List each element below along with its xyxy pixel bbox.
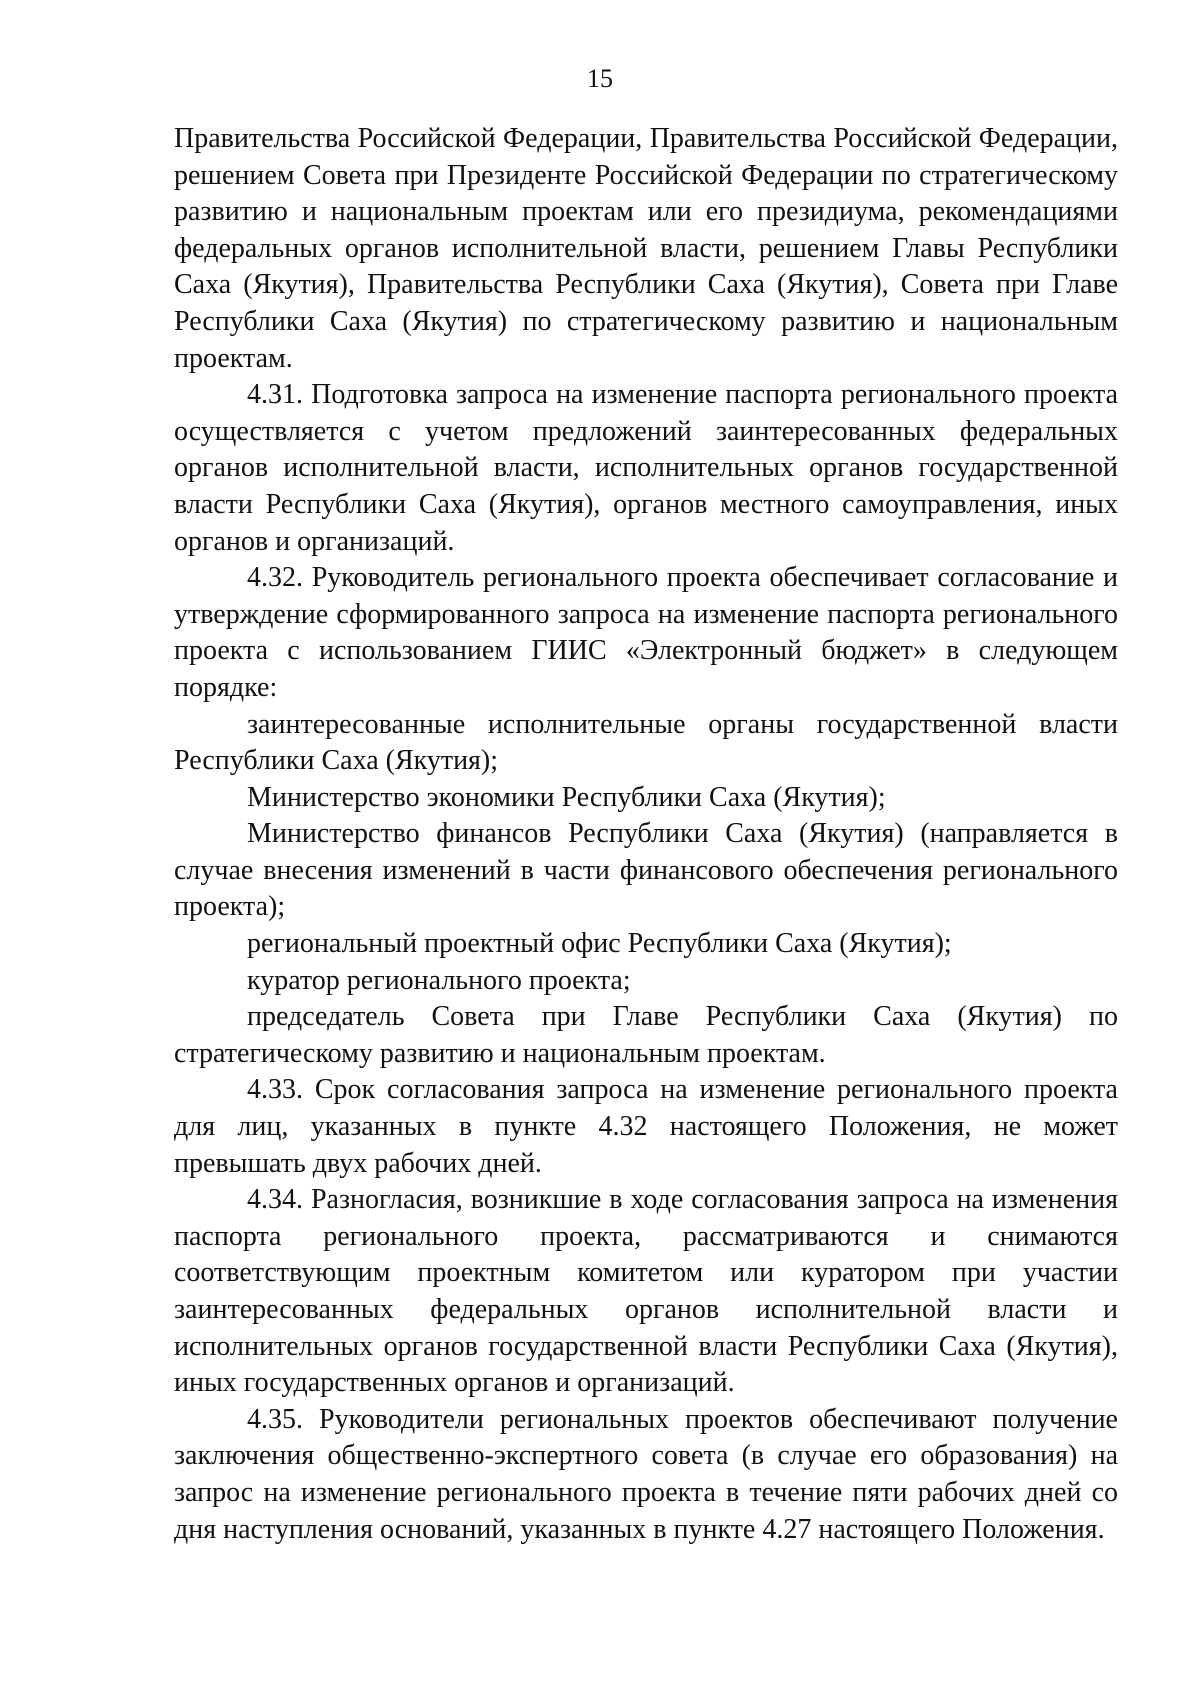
paragraph-4-33: 4.33. Срок согласования запроса на изменение регионального проекта для лиц, указанных в пункте 4.32 настоящего Положения, не может превышать двух рабочих дней. [174,1074,1118,1179]
paragraph-continuation: Правительства Российской Федерации, Правительства Российской Федерации, решением Совета при Президенте Российской Федерации по стратегическому развитию и национальным проектам или его президиума, рекомендациями федеральных органов исполнительной власти, решением Главы Республики Саха (Якутия), Правительства Республики Саха (Якутия), Совета при Главе Республики Саха (Якутия) по стратегическому развитию и национальным проектам. [174,123,1118,374]
paragraph-4-34: 4.34. Разногласия, возникшие в ходе согласования запроса на изменения паспорта регионального проекта, рассматриваются и снимаются соответствующим проектным комитетом или куратором при участии заинтересованных федеральных органов исполнительной власти и исполнительных органов государственной власти Республики Саха (Якутия), иных государственных органов и организаций. [174,1184,1118,1399]
list-item-council-chairman: председатель Совета при Главе Республики Саха (Якутия) по стратегическому развитию и национальным проектам. [174,1001,1118,1069]
list-item-ministry-finance: Министерство финансов Республики Саха (Якутия) (направляется в случае внесения изменений в части финансового обеспечения регионального проекта); [174,818,1118,923]
page-number: 15 [587,64,613,93]
paragraph-4-35: 4.35. Руководители региональных проектов обеспечивают получение заключения общественно-экспертного совета (в случае его образования) на запрос на изменение регионального проекта в течение пяти рабочих дней со дня наступления оснований, указанных в пункте 4.27 настоящего Положения. [174,1403,1118,1545]
paragraph-4-32: 4.32. Руководитель регионального проекта обеспечивает согласование и утверждение сформированного запроса на изменение паспорта регионального проекта с использованием ГИИС «Электронный бюджет» в следующем порядке: [174,562,1118,703]
document-body [174,121,1118,1548]
list-item-project-office: региональный проектный офис Республики Саха (Якутия); [247,928,952,960]
paragraph-4-31: 4.31. Подготовка запроса на изменение паспорта регионального проекта осуществляется с учетом предложений заинтересованных федеральных органов исполнительной власти, исполнительных органов государственной власти Республики Саха (Якутия), органов местного самоуправления, иных органов и организаций. [174,379,1118,557]
list-item-interested-bodies: заинтересованные исполнительные органы государственной власти Республики Саха (Якутия); [174,708,1118,777]
list-item-curator: куратор регионального проекта; [247,964,631,996]
list-item-ministry-economy: Министерство экономики Республики Саха (Якутия); [247,781,886,813]
